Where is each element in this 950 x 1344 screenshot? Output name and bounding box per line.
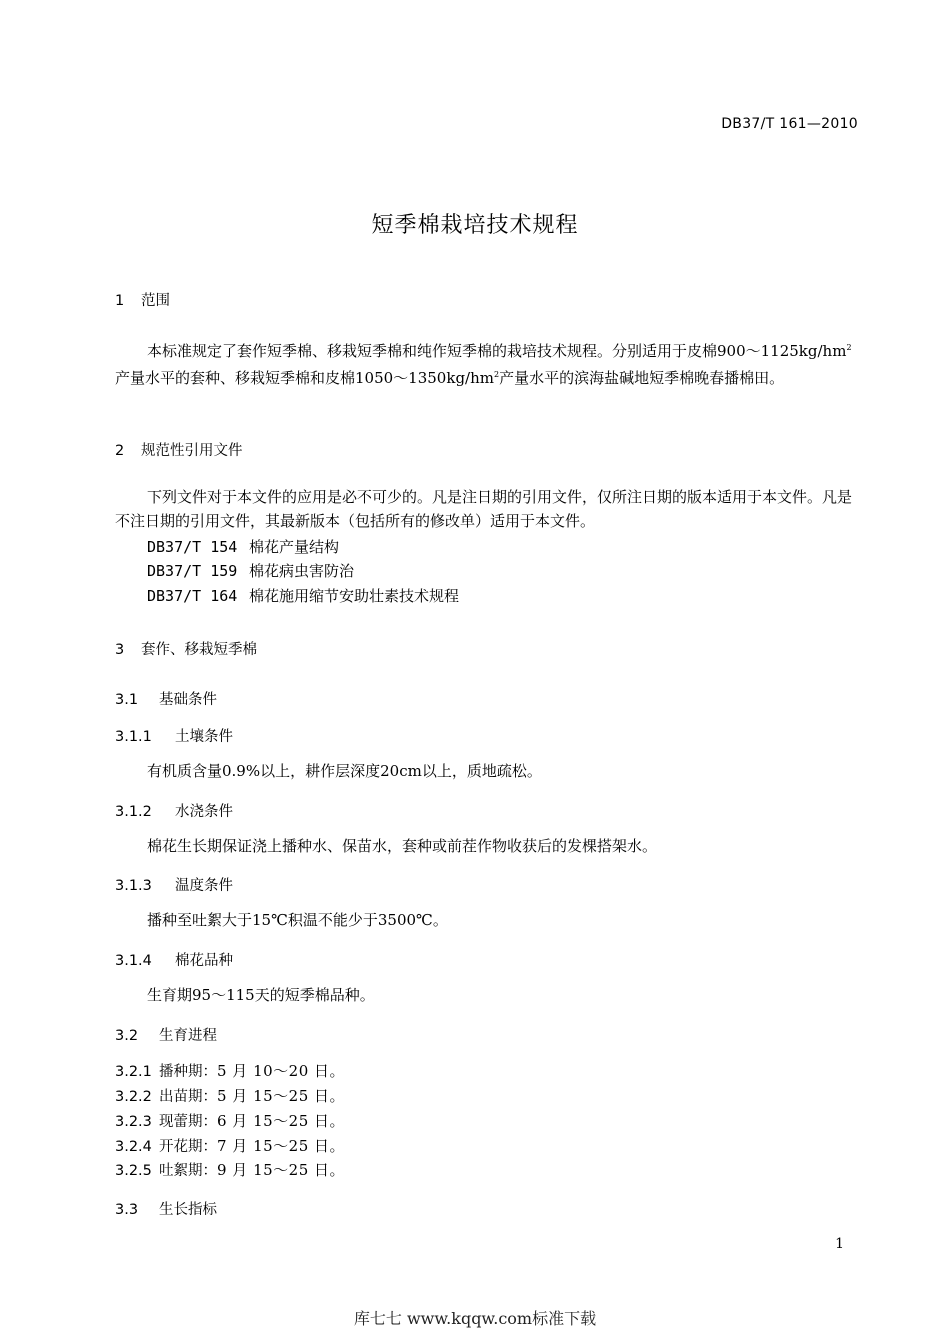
stage-label: 现蕾期： [159, 1114, 217, 1130]
stage-label: 出苗期： [159, 1089, 217, 1105]
stage-value: 5 月 10～20 日。 [217, 1062, 346, 1080]
growth-stage-item [115, 1110, 345, 1131]
section-number: 3.2.3 [115, 1114, 152, 1130]
section-number: 3 [115, 642, 125, 658]
section-number: 2 [115, 443, 125, 459]
paragraph-text: 产量水平的滨海盐碱地短季棉晚春播棉田。 [499, 369, 785, 387]
growth-stage-item [115, 1060, 345, 1081]
clause-3-1-3-heading [115, 874, 233, 895]
section-2-paragraph: 下列文件对于本文件的应用是必不可少的。凡是注日期的引用文件，仅所注日期的版本适用于本文件。凡是不注日期的引用文件，其最新版本（包括所有的修改单）适用于本文件。 [115, 488, 853, 530]
section-number: 3.1 [115, 692, 139, 708]
stage-label: 吐絮期： [159, 1163, 217, 1179]
section-2-heading [115, 439, 243, 460]
clause-text: 播种至吐絮大于15℃积温不能少于3500℃。 [147, 911, 448, 929]
section-title: 生育进程 [159, 1028, 217, 1044]
section-1-paragraph [115, 336, 860, 390]
section-number: 3.1.4 [115, 953, 152, 969]
reference-title: 棉花病虫害防治 [249, 562, 355, 580]
reference-code: DB37/T 159 [147, 562, 238, 580]
document-number: DB37/T 161—2010 [721, 116, 858, 132]
section-title: 生长指标 [159, 1202, 217, 1218]
subsection-3-2-heading [115, 1024, 217, 1045]
stage-label: 开花期： [159, 1139, 217, 1155]
section-number: 3.2 [115, 1028, 139, 1044]
growth-stage-item [115, 1159, 345, 1180]
section-title: 棉花品种 [175, 953, 233, 969]
section-3-heading [115, 638, 257, 659]
section-number: 3.3 [115, 1202, 139, 1218]
reference-title: 棉花施用缩节安助壮素技术规程 [249, 587, 460, 605]
section-number: 3.1.2 [115, 804, 152, 820]
subsection-3-1-heading [115, 688, 217, 709]
reference-code: DB37/T 164 [147, 587, 238, 605]
section-number: 3.1.3 [115, 878, 152, 894]
clause-text: 生育期95～115天的短季棉品种。 [147, 986, 375, 1004]
reference-code: DB37/T 154 [147, 538, 238, 556]
section-number: 3.2.1 [115, 1064, 152, 1080]
reference-title: 棉花产量结构 [249, 538, 340, 556]
section-title: 土壤条件 [175, 729, 233, 745]
section-number: 3.1.1 [115, 729, 152, 745]
reference-item [147, 584, 459, 608]
clause-3-1-2-heading [115, 800, 233, 821]
clause-3-1-1-heading [115, 725, 233, 746]
section-title: 范围 [141, 293, 170, 309]
footer-watermark: 库七七 www.kqqw.com标准下载 [353, 1309, 597, 1328]
section-number: 1 [115, 293, 125, 309]
section-number: 3.2.5 [115, 1163, 152, 1179]
page-title: 短季棉栽培技术规程 [371, 213, 579, 238]
clause-text: 棉花生长期保证浇上播种水、保苗水，套种或前茬作物收获后的发棵搭架水。 [147, 837, 658, 855]
section-title: 规范性引用文件 [141, 443, 243, 459]
paragraph-text: 本标准规定了套作短季棉、移栽短季棉和纯作短季棉的栽培技术规程。分别适用于皮棉900～1125kg/hm [147, 342, 847, 360]
stage-label: 播种期： [159, 1064, 217, 1080]
section-title: 水浇条件 [175, 804, 233, 820]
stage-value: 5 月 15～25 日。 [217, 1087, 346, 1105]
stage-value: 9 月 15～25 日。 [217, 1161, 346, 1179]
section-title: 基础条件 [159, 692, 217, 708]
reference-item [147, 535, 339, 559]
page-number: 1 [835, 1236, 844, 1252]
paragraph-text: 产量水平的套种、移栽短季棉和皮棉1050～1350kg/hm [115, 369, 494, 387]
clause-text: 有机质含量0.9%以上，耕作层深度20cm以上，质地疏松。 [147, 762, 542, 780]
stage-value: 7 月 15～25 日。 [217, 1137, 346, 1155]
superscript: 2 [493, 370, 500, 379]
subsection-3-3-heading [115, 1198, 217, 1219]
clause-3-1-4-heading [115, 949, 233, 970]
section-title: 温度条件 [175, 878, 233, 894]
reference-item [147, 559, 354, 583]
section-number: 3.2.2 [115, 1089, 152, 1105]
growth-stage-item [115, 1135, 345, 1156]
growth-stage-item [115, 1085, 345, 1106]
section-1-heading [115, 289, 170, 310]
stage-value: 6 月 15～25 日。 [217, 1112, 346, 1130]
section-title: 套作、移栽短季棉 [141, 642, 257, 658]
section-number: 3.2.4 [115, 1139, 152, 1155]
superscript: 2 [846, 343, 852, 352]
